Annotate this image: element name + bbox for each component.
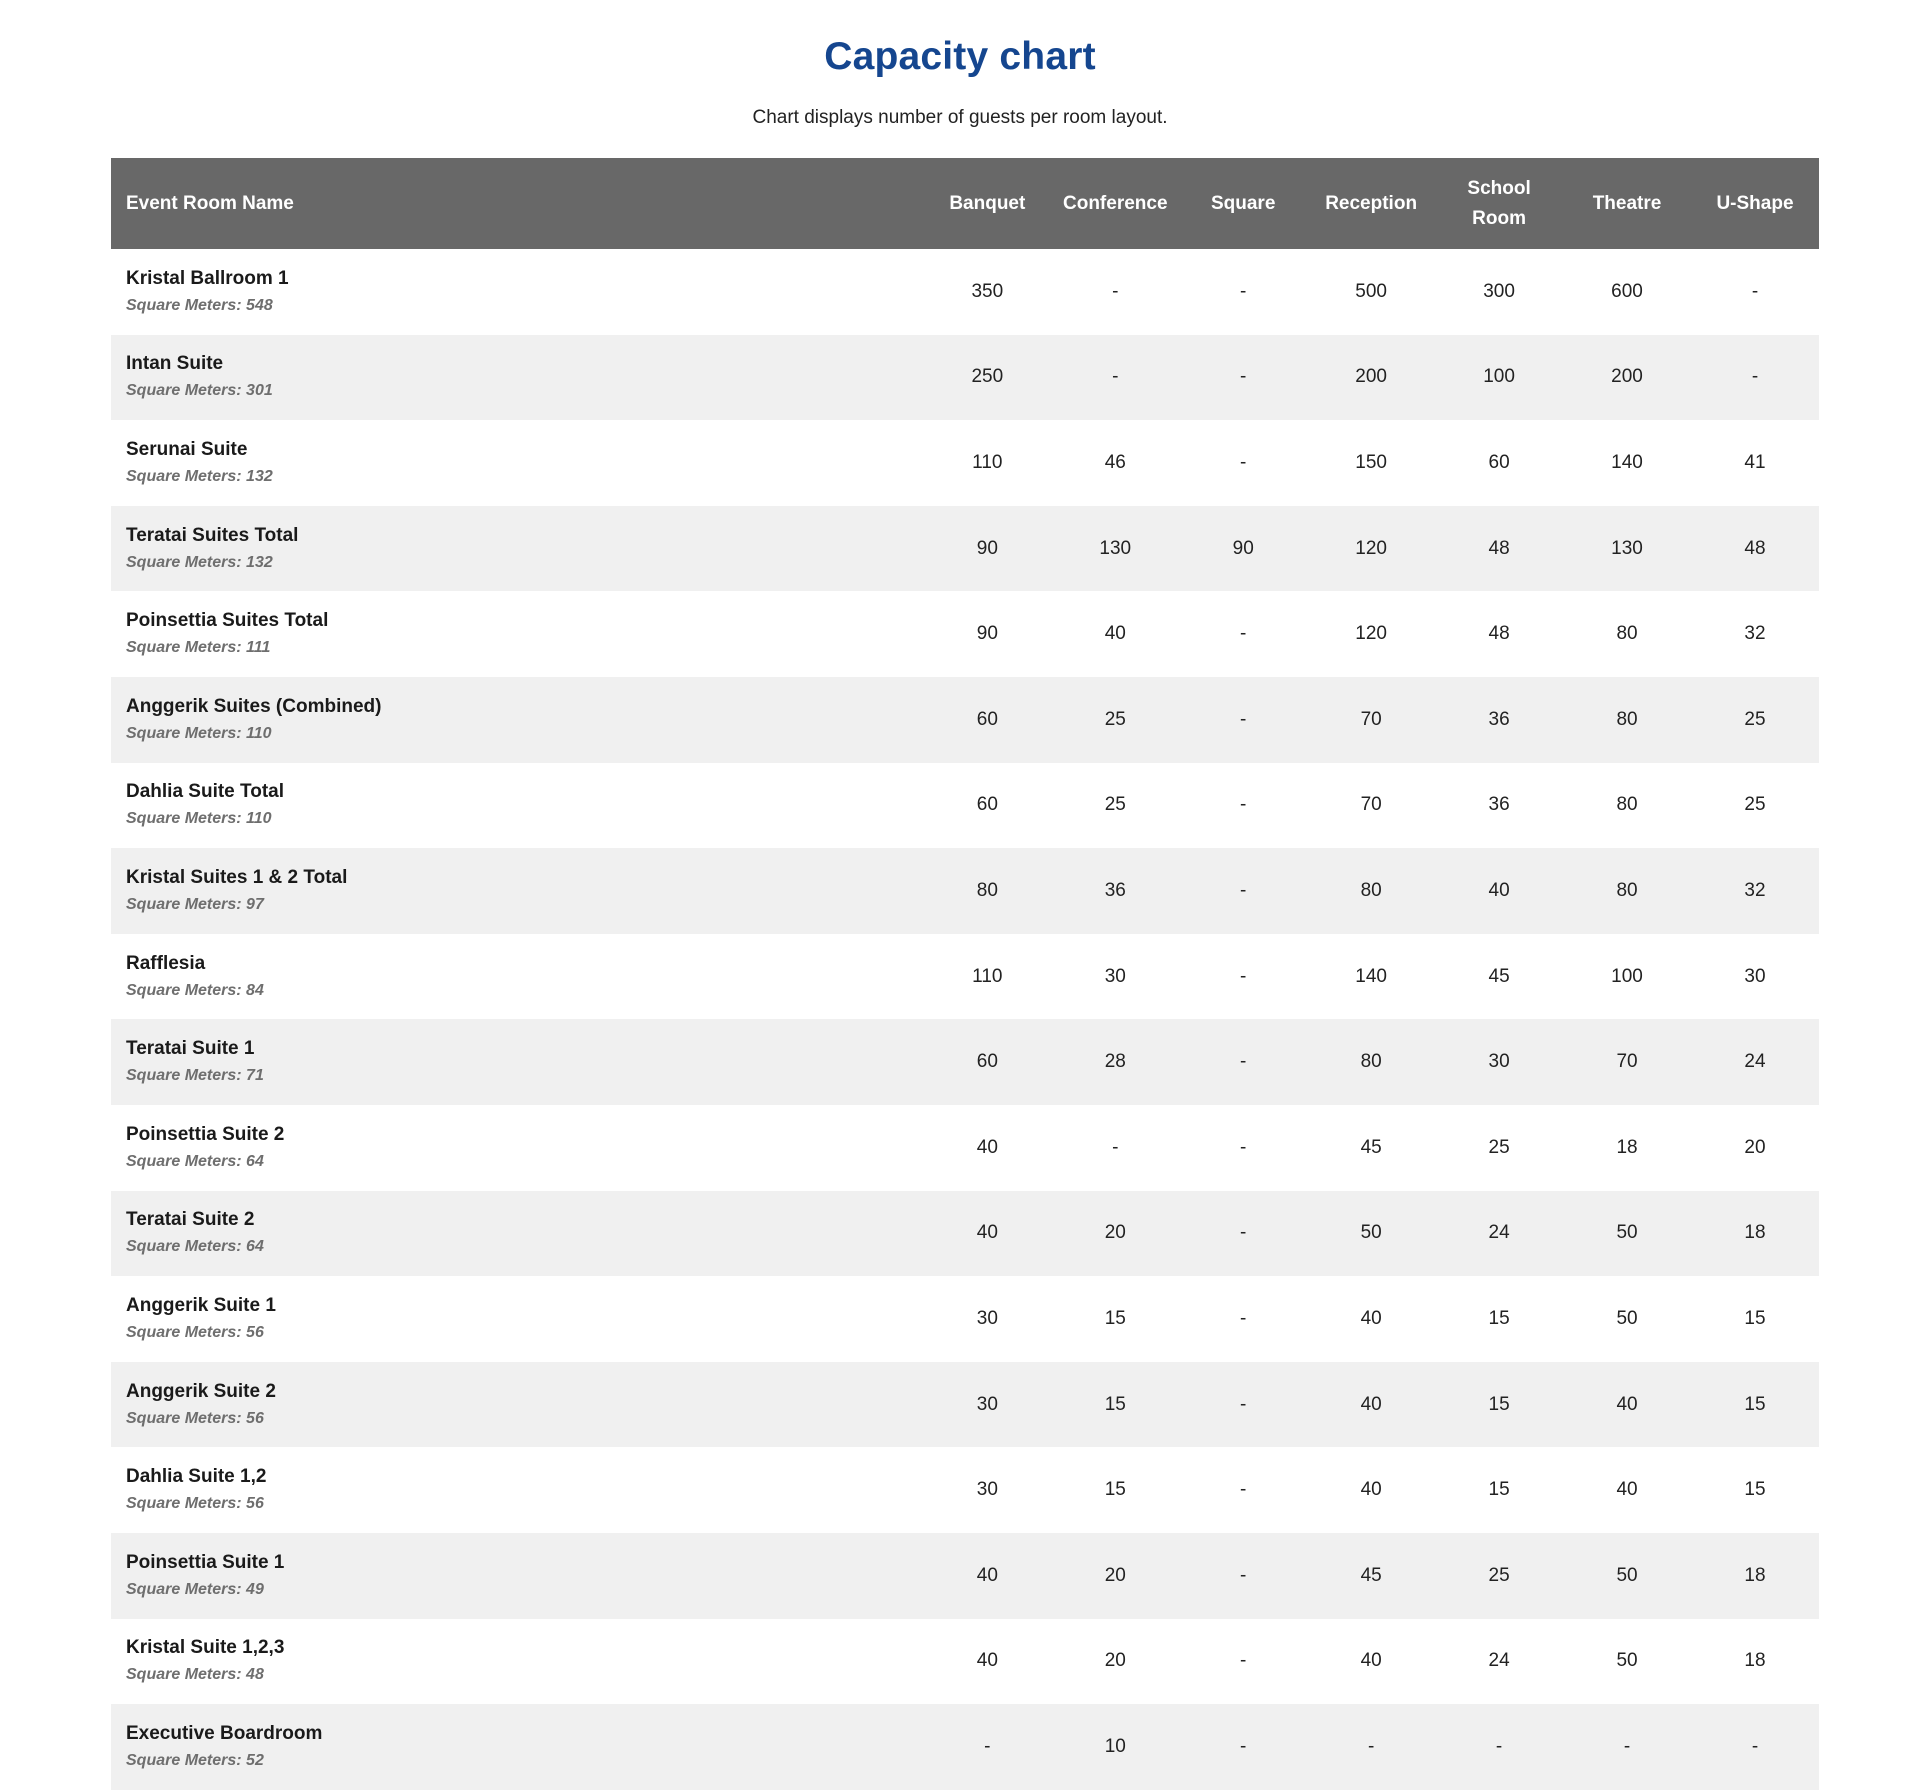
room-name-cell <box>111 1276 923 1362</box>
capacity-school-room-cell: - <box>1495 1735 1503 1757</box>
room-name-cell <box>111 677 923 763</box>
room-name: Poinsettia Suites Total <box>126 610 329 632</box>
room-name-cell <box>111 335 923 421</box>
capacity-school-room-cell: 45 <box>1488 965 1510 987</box>
capacity-school-room-cell: 48 <box>1488 537 1510 559</box>
room-name: Poinsettia Suite 1 <box>126 1551 285 1573</box>
capacity-reception-cell: 40 <box>1360 1393 1382 1415</box>
column-header-school-room <box>1435 158 1563 249</box>
capacity-reception-cell: 45 <box>1360 1564 1382 1586</box>
capacity-conference-cell: 36 <box>1104 879 1126 901</box>
capacity-banquet-cell: 30 <box>976 1307 998 1329</box>
capacity-theatre-cell: 40 <box>1616 1479 1638 1501</box>
capacity-banquet-cell: 90 <box>976 623 998 645</box>
capacity-school-room-cell: 100 <box>1483 366 1515 388</box>
capacity-reception-cell: 40 <box>1360 1650 1382 1672</box>
capacity-conference-cell: 15 <box>1104 1307 1126 1329</box>
capacity-square-cell: - <box>1240 1307 1247 1329</box>
capacity-theatre-cell: 140 <box>1611 451 1643 473</box>
table-row <box>111 763 1819 849</box>
room-square-meters: Square Meters: 110 <box>126 724 272 742</box>
room-name-cell <box>111 591 923 677</box>
room-name: Poinsettia Suite 2 <box>126 1123 285 1145</box>
room-name: Anggerik Suite 2 <box>126 1380 276 1402</box>
table-row <box>111 249 1819 335</box>
capacity-reception-cell: 500 <box>1355 280 1387 302</box>
capacity-theatre-cell: 50 <box>1616 1307 1638 1329</box>
capacity-u-shape-cell: 48 <box>1744 537 1766 559</box>
capacity-banquet-cell: 60 <box>976 708 998 730</box>
room-name-cell <box>111 420 923 506</box>
capacity-school-room-cell: 300 <box>1483 280 1515 302</box>
room-square-meters: Square Meters: 48 <box>126 1666 264 1684</box>
capacity-school-room-cell: 40 <box>1488 879 1510 901</box>
room-name: Teratai Suites Total <box>126 524 299 546</box>
capacity-reception-cell: 70 <box>1360 794 1382 816</box>
capacity-school-room-cell: 24 <box>1488 1650 1510 1672</box>
room-name: Teratai Suite 2 <box>126 1209 255 1231</box>
capacity-u-shape-cell: 15 <box>1744 1393 1766 1415</box>
capacity-conference-cell: 15 <box>1104 1393 1126 1415</box>
table-row <box>111 1019 1819 1105</box>
room-square-meters: Square Meters: 110 <box>126 810 272 828</box>
room-square-meters: Square Meters: 548 <box>126 296 273 314</box>
capacity-conference-cell: 40 <box>1104 623 1126 645</box>
room-name-cell <box>111 934 923 1020</box>
room-square-meters: Square Meters: 132 <box>126 553 273 571</box>
capacity-theatre-cell: 50 <box>1616 1222 1638 1244</box>
room-square-meters: Square Meters: 301 <box>126 382 273 400</box>
capacity-banquet-cell: 40 <box>976 1564 998 1586</box>
column-header-u-shape: U-Shape <box>1691 158 1819 249</box>
capacity-reception-cell: 80 <box>1360 879 1382 901</box>
room-name: Teratai Suite 1 <box>126 1038 255 1060</box>
capacity-banquet-cell: 250 <box>971 366 1004 388</box>
table-row <box>111 420 1819 506</box>
capacity-theatre-cell: 40 <box>1616 1393 1638 1415</box>
capacity-theatre-cell: 80 <box>1616 879 1638 901</box>
table-row <box>111 591 1819 677</box>
room-name: Kristal Ballroom 1 <box>126 267 289 289</box>
capacity-square-cell: - <box>1240 879 1247 901</box>
room-name-cell <box>111 1447 923 1533</box>
capacity-school-room-cell: 30 <box>1488 1051 1510 1073</box>
capacity-reception-cell: 150 <box>1355 451 1387 473</box>
capacity-banquet-cell: - <box>984 1735 991 1757</box>
capacity-u-shape-cell: - <box>1751 280 1759 302</box>
capacity-square-cell: - <box>1240 1136 1247 1158</box>
table-row <box>111 1447 1819 1533</box>
capacity-square-cell: - <box>1240 280 1247 302</box>
room-name-cell <box>111 763 923 849</box>
capacity-u-shape-cell: - <box>1751 366 1759 388</box>
capacity-conference-cell: 15 <box>1104 1479 1126 1501</box>
room-name: Kristal Suite 1,2,3 <box>126 1637 285 1659</box>
capacity-theatre-cell: 600 <box>1611 280 1643 302</box>
capacity-school-room-cell: 25 <box>1488 1136 1510 1158</box>
table-row <box>111 1105 1819 1191</box>
table-row <box>111 677 1819 763</box>
room-name-cell <box>111 848 923 934</box>
capacity-u-shape-cell: 24 <box>1744 1051 1766 1073</box>
column-header-conference: Conference <box>1051 158 1179 249</box>
room-name-cell <box>111 1105 923 1191</box>
table-row <box>111 1276 1819 1362</box>
table-row <box>111 1191 1819 1277</box>
room-name: Dahlia Suite Total <box>126 781 285 803</box>
capacity-square-cell: - <box>1240 1564 1247 1586</box>
capacity-u-shape-cell: 15 <box>1744 1479 1766 1501</box>
room-square-meters: Square Meters: 111 <box>126 639 271 657</box>
room-name-cell <box>111 1019 923 1105</box>
capacity-banquet-cell: 30 <box>976 1393 998 1415</box>
capacity-square-cell: - <box>1240 1735 1247 1757</box>
capacity-u-shape-cell: 32 <box>1744 879 1766 901</box>
capacity-conference-cell: 25 <box>1104 794 1126 816</box>
room-name-cell <box>111 1619 923 1705</box>
capacity-theatre-cell: - <box>1623 1735 1631 1757</box>
capacity-square-cell: - <box>1240 1393 1247 1415</box>
room-name-cell <box>111 1362 923 1448</box>
capacity-conference-cell: 25 <box>1104 708 1126 730</box>
capacity-reception-cell: 40 <box>1360 1479 1382 1501</box>
capacity-conference-cell: 20 <box>1104 1564 1126 1586</box>
capacity-reception-cell: 50 <box>1360 1222 1382 1244</box>
capacity-reception-cell: 200 <box>1355 366 1387 388</box>
page-title: Capacity chart <box>824 35 1096 78</box>
capacity-banquet-cell: 60 <box>976 794 998 816</box>
column-header-school-room-line2: Room <box>1472 207 1526 229</box>
table-row <box>111 1619 1819 1705</box>
capacity-reception-cell: 40 <box>1360 1307 1382 1329</box>
capacity-banquet-cell: 40 <box>976 1136 998 1158</box>
table-header <box>111 158 1819 249</box>
capacity-school-room-cell: 25 <box>1488 1564 1510 1586</box>
room-name: Executive Boardroom <box>126 1722 323 1744</box>
capacity-reception-cell: 70 <box>1360 708 1382 730</box>
capacity-banquet-cell: 110 <box>972 451 1003 473</box>
room-square-meters: Square Meters: 71 <box>126 1067 264 1085</box>
header-row <box>111 158 1819 249</box>
capacity-school-room-cell: 15 <box>1488 1307 1510 1329</box>
table-row <box>111 1533 1819 1619</box>
capacity-u-shape-cell: 32 <box>1744 623 1766 645</box>
capacity-theatre-cell: 50 <box>1616 1564 1638 1586</box>
capacity-school-room-cell: 36 <box>1488 708 1510 730</box>
column-header-school-room-line1: School <box>1467 177 1531 199</box>
capacity-conference-cell: - <box>1112 366 1119 388</box>
capacity-conference-cell: - <box>1112 1136 1119 1158</box>
table-row <box>111 1362 1819 1448</box>
capacity-u-shape-cell: 25 <box>1744 708 1766 730</box>
capacity-conference-cell: 20 <box>1104 1222 1126 1244</box>
room-square-meters: Square Meters: 56 <box>126 1495 264 1513</box>
capacity-school-room-cell: 60 <box>1488 451 1510 473</box>
capacity-banquet-cell: 40 <box>976 1222 998 1244</box>
capacity-u-shape-cell: 41 <box>1744 451 1766 473</box>
capacity-conference-cell: 28 <box>1104 1051 1126 1073</box>
capacity-banquet-cell: 350 <box>971 280 1004 302</box>
room-name-cell <box>111 1704 923 1790</box>
room-square-meters: Square Meters: 64 <box>126 1238 264 1256</box>
capacity-square-cell: - <box>1240 708 1247 730</box>
capacity-theatre-cell: 50 <box>1616 1650 1638 1672</box>
capacity-u-shape-cell: 18 <box>1744 1222 1766 1244</box>
column-header-reception: Reception <box>1307 158 1435 249</box>
room-name: Kristal Suites 1 & 2 Total <box>126 866 348 888</box>
room-square-meters: Square Meters: 49 <box>126 1580 264 1598</box>
capacity-square-cell: - <box>1240 1650 1247 1672</box>
capacity-square-cell: - <box>1240 794 1247 816</box>
room-square-meters: Square Meters: 52 <box>126 1751 264 1769</box>
capacity-banquet-cell: 90 <box>976 537 998 559</box>
capacity-square-cell: - <box>1240 451 1247 473</box>
capacity-banquet-cell: 80 <box>976 879 998 901</box>
room-name-cell <box>111 249 923 335</box>
capacity-conference-cell: 46 <box>1104 451 1126 473</box>
capacity-reception-cell: 80 <box>1360 1051 1382 1073</box>
capacity-theatre-cell: 70 <box>1616 1051 1638 1073</box>
page-subtitle: Chart displays number of guests per room layout. <box>752 107 1168 128</box>
capacity-u-shape-cell: - <box>1751 1735 1759 1757</box>
capacity-square-cell: - <box>1240 1222 1247 1244</box>
room-square-meters: Square Meters: 132 <box>126 467 273 485</box>
capacity-banquet-cell: 30 <box>976 1479 998 1501</box>
capacity-conference-cell: 130 <box>1099 537 1132 559</box>
capacity-u-shape-cell: 18 <box>1744 1650 1766 1672</box>
room-square-meters: Square Meters: 56 <box>126 1323 264 1341</box>
capacity-school-room-cell: 15 <box>1488 1479 1510 1501</box>
column-header-room-name: Event Room Name <box>111 158 923 249</box>
capacity-square-cell: - <box>1240 623 1247 645</box>
table-row <box>111 934 1819 1020</box>
room-name: Rafflesia <box>126 952 206 974</box>
capacity-school-room-cell: 24 <box>1488 1222 1510 1244</box>
capacity-u-shape-cell: 25 <box>1744 794 1766 816</box>
capacity-square-cell: - <box>1240 366 1247 388</box>
table-row <box>111 506 1819 592</box>
capacity-table <box>111 158 1819 1790</box>
capacity-u-shape-cell: 18 <box>1744 1564 1766 1586</box>
room-name: Dahlia Suite 1,2 <box>126 1466 267 1488</box>
room-name-cell <box>111 506 923 592</box>
capacity-school-room-cell: 48 <box>1488 623 1510 645</box>
capacity-conference-cell: 20 <box>1104 1650 1126 1672</box>
column-header-theatre: Theatre <box>1563 158 1691 249</box>
capacity-theatre-cell: 100 <box>1611 965 1643 987</box>
table-row <box>111 1704 1819 1790</box>
room-name: Serunai Suite <box>126 438 248 460</box>
table-row <box>111 335 1819 421</box>
capacity-reception-cell: 140 <box>1355 965 1387 987</box>
capacity-conference-cell: 30 <box>1104 965 1126 987</box>
capacity-u-shape-cell: 30 <box>1744 965 1766 987</box>
capacity-school-room-cell: 15 <box>1488 1393 1510 1415</box>
room-square-meters: Square Meters: 56 <box>126 1409 264 1427</box>
capacity-banquet-cell: 60 <box>976 1051 998 1073</box>
capacity-reception-cell: 120 <box>1355 623 1387 645</box>
capacity-conference-cell: - <box>1112 280 1119 302</box>
room-square-meters: Square Meters: 84 <box>126 981 264 999</box>
capacity-theatre-cell: 18 <box>1616 1136 1638 1158</box>
capacity-theatre-cell: 130 <box>1611 537 1643 559</box>
capacity-theatre-cell: 80 <box>1616 794 1638 816</box>
capacity-banquet-cell: 110 <box>972 965 1003 987</box>
capacity-reception-cell: - <box>1367 1735 1375 1757</box>
capacity-u-shape-cell: 20 <box>1744 1136 1766 1158</box>
capacity-u-shape-cell: 15 <box>1744 1307 1766 1329</box>
capacity-square-cell: - <box>1240 965 1247 987</box>
capacity-theatre-cell: 80 <box>1616 623 1638 645</box>
capacity-square-cell: 90 <box>1232 537 1254 559</box>
capacity-table-container <box>111 158 1819 1790</box>
room-name-cell <box>111 1533 923 1619</box>
room-name: Anggerik Suites (Combined) <box>126 695 382 717</box>
capacity-conference-cell: 10 <box>1104 1735 1126 1757</box>
room-square-meters: Square Meters: 64 <box>126 1152 264 1170</box>
capacity-theatre-cell: 200 <box>1611 366 1643 388</box>
capacity-square-cell: - <box>1240 1051 1247 1073</box>
capacity-reception-cell: 45 <box>1360 1136 1382 1158</box>
table-body <box>111 249 1819 1790</box>
table-row <box>111 848 1819 934</box>
room-name-cell <box>111 1191 923 1277</box>
room-square-meters: Square Meters: 97 <box>126 895 264 913</box>
room-name: Intan Suite <box>126 353 224 375</box>
column-header-banquet: Banquet <box>923 158 1051 249</box>
capacity-banquet-cell: 40 <box>976 1650 998 1672</box>
capacity-square-cell: - <box>1240 1479 1247 1501</box>
capacity-school-room-cell: 36 <box>1488 794 1510 816</box>
column-header-square: Square <box>1179 158 1307 249</box>
room-name: Anggerik Suite 1 <box>126 1294 276 1316</box>
capacity-theatre-cell: 80 <box>1616 708 1638 730</box>
capacity-reception-cell: 120 <box>1355 537 1387 559</box>
